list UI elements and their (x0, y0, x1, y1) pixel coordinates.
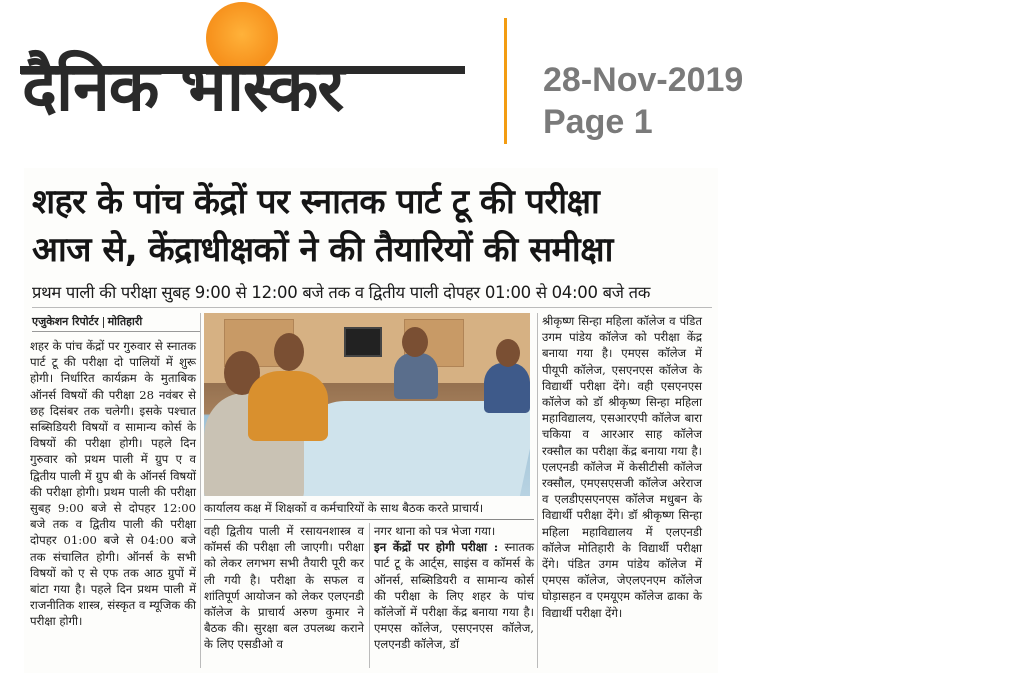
column-3-intro: नगर थाना को पत्र भेजा गया। (374, 524, 496, 538)
photo-person-head (274, 333, 304, 371)
column-rule (369, 523, 370, 668)
newspaper-logo: दैनिक भास्कर (22, 49, 344, 126)
photo-person (248, 371, 328, 441)
byline-reporter: एजुकेशन रिपोर्टर (32, 315, 99, 328)
article-subheadline: प्रथम पाली की परीक्षा सुबह 9:00 से 12:00 बजे तक व द्वितीय पाली दोपहर 01:00 से 04:00 बजे तक (32, 283, 651, 302)
masthead-divider (504, 18, 507, 144)
column-3-body: स्नातक पार्ट टू के आर्ट्स, साइंस व कॉमर्स के ऑनर्स, सब्सिडियरी व सामान्य कोर्स की परीक्षा के लिए शहर के पांच कॉलेजों में परीक्षा केंद्र बनाया गया है। एमएस कॉलेज, एसएनएस कॉलेज, एलएनडी कॉलेज, डॉ (374, 540, 534, 652)
photo-person-head (402, 327, 428, 357)
byline-place: मोतिहारी (107, 315, 143, 328)
article-column-3 (374, 523, 534, 653)
article-column-2: वही द्वितीय पाली में रसायनशास्त्र व कॉमर्स की परीक्षा ली जाएगी। परीक्षा को लेकर लगभग सभी तैयारी पूरी कर ली गयी है। परीक्षा के सफल व शांतिपूर्ण आयोजन को लेकर एलएनडी कॉलेज के प्राचार्य अरुण कुमार ने बैठक की। सुरक्षा बल उपलब्ध कराने के लिए एसडीओ व (204, 524, 364, 652)
photo-monitor (344, 327, 382, 357)
headline-separator (32, 307, 712, 308)
article-byline (32, 314, 200, 332)
headline-line-2: आज से, केंद्राधीक्षकों ने की तैयारियों की समीक्षा (32, 230, 613, 270)
column-rule (200, 313, 201, 668)
page-number: Page 1 (543, 103, 653, 141)
photo-caption: कार्यालय कक्ष में शिक्षकों व कर्मचारियों के साथ बैठक करते प्राचार्य। (204, 500, 534, 520)
article-column-4: श्रीकृष्ण सिन्हा महिला कॉलेज व पंडित उगम पांडेय कॉलेज को परीक्षा केंद्र बनाया गया है। एमएस कॉलेज में पीयूपी कॉलेज, एसएनएस कॉलेज के विद्यार्थी परीक्षा देंगे। वही एसएनएस कॉलेज को डॉ श्रीकृष्ण सिन्हा महिला महाविद्यालय, एसआरएपी कॉलेज बारा चकिया व आरआर साह कॉलेज रक्सौल का परीक्षा केंद्र बनाया गया है। एलएनडी कॉलेज में केसीटीसी कॉलेज रक्सौल, एमएसएसजी कॉलेज अरेराज व एलडीएसएनएस कॉलेज मधुबन के विद्यार्थी परीक्षा देंगे। डॉ श्रीकृष्ण सिन्हा महिला महाविद्यालय में एलएनडी कॉलेज मोतिहारी के विद्यार्थी परीक्षा देंगे। पंडित उगम पांडेय कॉलेज में एमएस कॉलेज, जेएलएनएम कॉलेज घोड़ासहन व एमयूएम कॉलेज ढाका के विद्यार्थी परीक्षा देंगे। (542, 314, 702, 620)
photo-person-head (496, 339, 520, 367)
byline-separator (103, 317, 104, 328)
article-photo (204, 313, 530, 496)
centres-subheading: इन केंद्रों पर होगी परीक्षा : (374, 540, 499, 555)
photo-person (394, 353, 438, 399)
news-clipping (24, 168, 718, 673)
newspaper-masthead (0, 0, 1011, 165)
edition-date: 28-Nov-2019 (543, 61, 744, 99)
photo-person (484, 363, 530, 413)
article-column-1: शहर के पांच केंद्रों पर गुरुवार से स्नातक पार्ट टू की परीक्षा दो पालियों में शुरू होगी। निर्धारित कार्यक्रम के मुताबिक ऑनर्स विषयों की परीक्षा 28 नवंबर से छह दिसंबर तक चलेगी। इसके पश्चात सब्सिडियरी विषयों व सामान्य कोर्स के विषयों की परीक्षा होगी। पहले दिन गुरुवार को प्रथम पाली में ग्रुप ए व द्वितीय पाली में ग्रुप बी के ऑनर्स विषयों की परीक्षा होगी। प्रथम पाली की परीक्षा सुबह 9:00 बजे से दोपहर 12:00 बजे तक व द्वितीय पाली की परीक्षा दोपहर 01:00 बजे से 04:00 बजे तक संचालित होगी। ऑनर्स के सभी विषयों को ए से एफ तक आठ ग्रुपों में बांटा गया है। पहले दिन प्रथम पाली में राजनीतिक शास्त्र, संस्कृत व म्यूजिक की परीक्षा होगी। (30, 339, 196, 629)
column-rule (537, 313, 538, 668)
headline-line-1: शहर के पांच केंद्रों पर स्नातक पार्ट टू की परीक्षा (32, 182, 600, 222)
article-headline (32, 178, 712, 274)
